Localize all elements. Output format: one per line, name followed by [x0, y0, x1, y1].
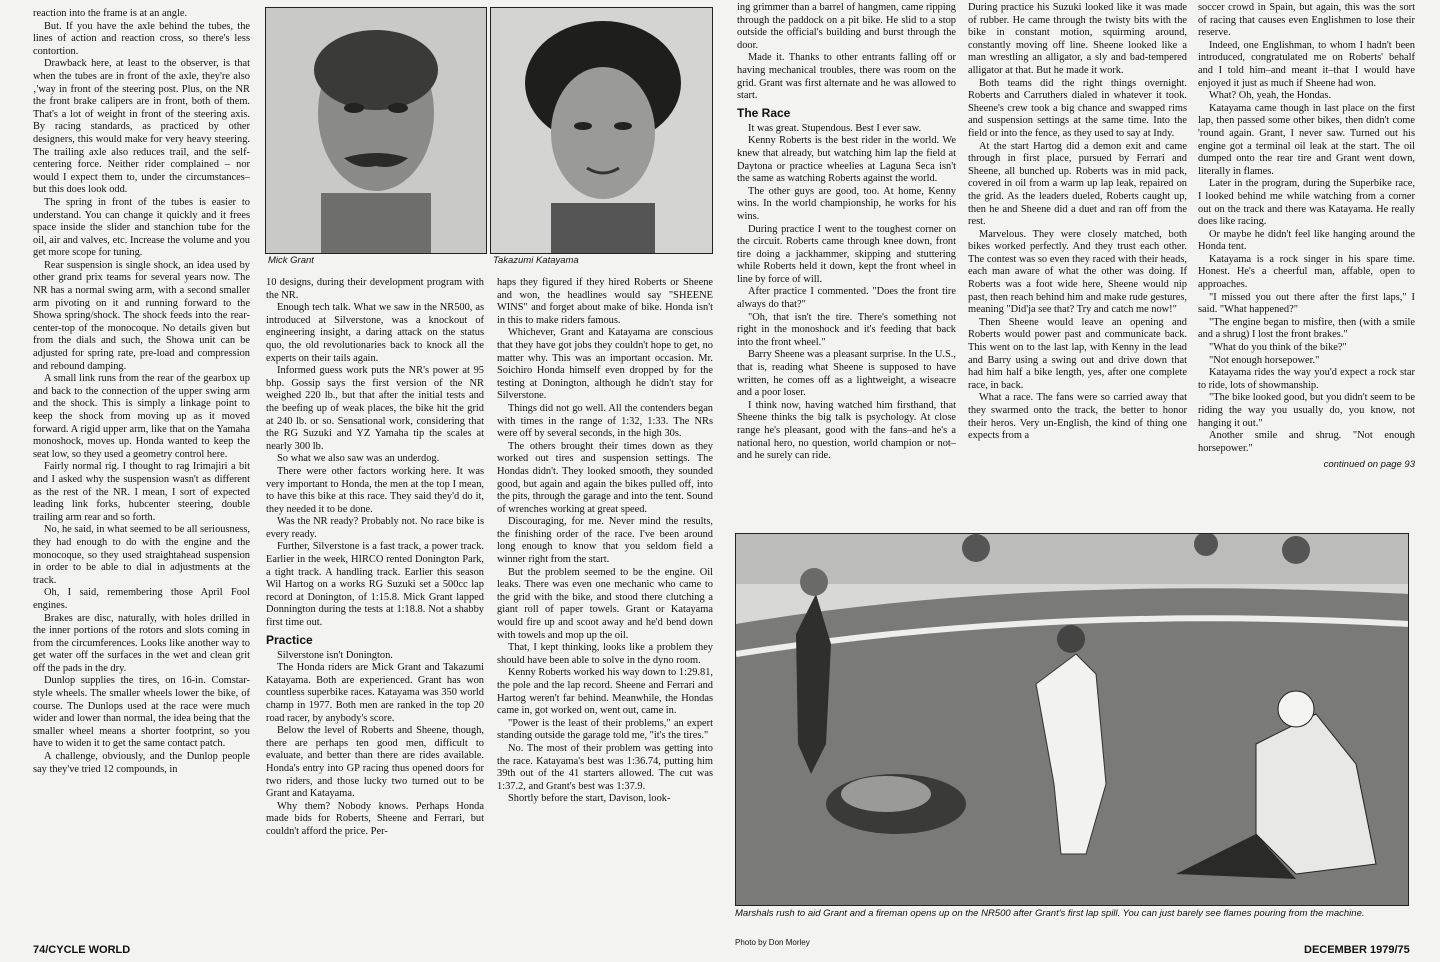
paragraph: Why them? Nobody knows. Perhaps Honda made bids for Roberts, Sheene and Ferrari, but couldn't afford the price. Per- — [266, 800, 484, 837]
photo1-caption: Mick Grant — [268, 255, 314, 266]
paragraph: "Oh, that isn't the tire. There's something not right in the monoshock and it's feeding that back into the front wheel." — [737, 311, 956, 348]
continued-note: continued on page 93 — [1323, 459, 1415, 471]
paragraph: 10 designs, during their development program with the NR. — [266, 277, 484, 301]
paragraph: Enough tech talk. What we saw in the NR500, as introduced at Silverstone, was a knockout of engineering insight, a daring attack on the status quo, the old revolutionaries back to knock all the experts on their tails again. — [266, 302, 484, 364]
paragraph: A small link runs from the rear of the gearbox up and back to the connection of the upper swing arm and the shock. This is simply a linkage point to keep the shock from moving up as it moved forward. A rigid upper arm, like that on the Yamaha monoshock, moves up. Honda wanted to keep the seat low, so they used a geometry control here. — [33, 373, 250, 460]
right-folio: DECEMBER 1979/75 — [1304, 944, 1410, 956]
paragraph: Further, Silverstone is a fast track, a power track. Earlier in the week, HIRCO rented Donington Park, a tight track. A handling track. Earlier this season Wil Hartog on a works RG Suzuki set a 500cc lap record at Donington, of 1:15.8. Mick Grant lapped Donnington during the tests at 1:18.8. Not a shabby first time out. — [266, 541, 484, 629]
section-heading: Practice — [266, 632, 313, 647]
col3 — [497, 277, 713, 932]
paragraph: The others brought their times down as they worked out tires and suspension settings. The Hondas didn't. They looked smooth, they sounded good, but again and again the bikes pulled off, into the pits, through the garage and into the tent. Sound of wrenches working at great speed. — [497, 440, 713, 515]
paragraph: Oh, I said, remembering those April Fool engines. — [33, 587, 250, 611]
paragraph: Then Sheene would leave an opening and Roberts would power past and communicate back. This went on to the last lap, with Kenny in the lead and Barry using a swing out and drive down that had him half a bike length, yes, after one complete race, in back. — [968, 316, 1187, 391]
paragraph: Later in the program, during the Superbike race, I looked behind me while watching from a corner out on the track and there was Katayama. He really does like racing. — [1198, 178, 1415, 228]
paragraph: Whichever, Grant and Katayama are conscious that they have got jobs they couldn't hope to get, no matter why. This was an important occasion. Mr. Soichiro Honda himself even dropped by for the testing at Donington, although he didn't stay for Silverstone. — [497, 327, 713, 402]
left-folio: 74/CYCLE WORLD — [33, 944, 131, 956]
paragraph: "The bike looked good, but you didn't seem to be riding the way you usually do, you know, not hanging it out." — [1198, 392, 1415, 429]
katayama-portrait-icon — [491, 8, 712, 253]
photo-credit: Photo by Don Morley — [735, 938, 810, 947]
paragraph: Fairly normal rig. I thought to rag Irimajiri a bit and I asked why the suspension wasn't as different as the rest of the NR. I mean, I sort of expected leading link forks, hubcenter steering, double trailing arm rear and so forth. — [33, 461, 250, 523]
col4 — [737, 2, 956, 530]
paragraph: That, I kept thinking, looks like a problem they should have been able to solve in the dyno room. — [497, 642, 713, 666]
section-heading: The Race — [737, 105, 791, 120]
col6 — [1198, 2, 1415, 530]
paragraph: A challenge, obviously, and the Dunlop people say they've tried 12 compounds, in — [33, 751, 250, 775]
paragraph: Silverstone isn't Donington. — [277, 649, 393, 661]
paragraph: Both teams did the right things overnight. Roberts and Carruthers dialed in whatever it took. Sheene's crew took a big chance and swapped rims and suspension settings at the same time. Into the field or into the fence, as they used to say at Indy. — [968, 77, 1187, 139]
paragraph: Things did not go well. All the contenders began with times in the range of 1:32, 1:33. The NRs were off by several seconds, in the high 30s. — [497, 402, 713, 440]
paragraph: ing grimmer than a barrel of hangmen, came ripping through the paddock on a pit bike. He slid to a stop outside the official's building and burst through the door. — [737, 2, 956, 51]
paragraph: After practice I commented. "Does the front tire always do that?" — [737, 286, 956, 311]
photo-mick-grant — [265, 7, 487, 254]
photo-takazumi-katayama — [490, 7, 713, 254]
paragraph: "What do you think of the bike?" — [1209, 342, 1347, 354]
crash-scene-photo-icon — [736, 534, 1408, 905]
paragraph: Drawback here, at least to the observer, is that when the tubes are in front of the axle, they're also ‚'way in front of the steering post. Plus, on the NR the front brake calipers are in front, both of them. That's a lot of weight in front of the steering axis. By racing standards, as practiced by other designers, this would make for very heavy steering. The trailing axle also reduces trail, and the self-centering force. Neither rider complained – nor would I expect them to, under the circumstances– but this does look odd. — [33, 58, 250, 196]
paragraph: Was the NR ready? Probably not. No race bike is every ready. — [266, 516, 484, 540]
paragraph: The spring in front of the tubes is easier to understand. You can change it quickly and it frees space inside the slider and stanchion tube for the oil, air and valves, etc. Increase the volume and you get more scope for tuning. — [33, 196, 250, 259]
paragraph: So what we also saw was an underdog. — [277, 453, 440, 465]
paragraph: I think now, having watched him firsthand, that Sheene thinks the big talk is psychology. At close range he's pleasant, good with the fans–and he's a national hero, no question, world champion or not–and he surely can ride. — [737, 399, 956, 462]
paragraph: The other guys are good, too. At home, Kenny wins. In the world championship, he works for his wins. — [737, 185, 956, 222]
paragraph: No. The most of their problem was getting into the race. Katayama's best was 1:36.74, putting him 39th out of the 41 starters allowed. The cut was 1:37.2, and Grant's best was 1:37.9. — [497, 742, 713, 792]
paragraph: During practice I went to the toughest corner on the circuit. Roberts came through knee down, front tire doing a jackhammer, skipping and stuttering while Roberts held it down, kept the front wheel in line by force of will. — [737, 223, 956, 285]
paragraph: Another smile and shrug. "Not enough horsepower." — [1198, 430, 1415, 454]
paragraph: What a race. The fans were so carried away that they swarmed onto the track, the better to honor their heros. Very un-English, the kind of thing one expects from a — [968, 392, 1187, 442]
photo-crash-scene — [735, 533, 1409, 906]
paragraph: Discouraging, for me. Never mind the results, the finishing order of the race. I've been around long enough to know that you seldom field a winner right from the start. — [497, 516, 713, 566]
col1 — [33, 8, 250, 928]
crash-photo-caption: Marshals rush to aid Grant and a fireman opens up on the NR500 after Grant's first lap spill. You can just barely see flames pouring from the machine. — [735, 908, 1365, 919]
paragraph: Informed guess work puts the NR's power at 95 bhp. Gossip says the first version of the NR weighed 220 lb., but that after the initial tests and the beefing up of weak places, the bike hit the grid at 240 lb. or so. Sensational work, considering that the RG Suzuki and YZ Yamaha tip the scales at nearly 300 lb. — [266, 365, 484, 452]
col2 — [266, 277, 484, 932]
paragraph: There were other factors working here. It was very important to Honda, the men at the top I mean, to have this bike at this race. They said they'd do it, they needed it to be done. — [266, 465, 484, 515]
paragraph: "Power is the least of their problems," an expert standing outside the garage told me, "it's the tires." — [497, 717, 713, 742]
paragraph: But the problem seemed to be the engine. Oil leaks. There was even one mechanic who came to the grid with the bike, and stood there clutching a giant roll of paper towels. Grant or Katayama would fire up and scoot away and he'd bend down with towels and mop up the oil. — [497, 566, 713, 641]
paragraph: But. If you have the axle behind the tubes, the lines of action and reaction cross, so there's less contortion. — [33, 20, 250, 57]
paragraph: "I missed you out there after the first laps," I said. "What happened?" — [1198, 291, 1415, 316]
paragraph: What? Oh, yeah, the Hondas. — [1209, 90, 1332, 102]
paragraph: "The engine began to misfire, then (with a smile and a shrug) I lost the front brakes." — [1198, 316, 1415, 341]
paragraph: The Honda riders are Mick Grant and Takazumi Katayama. Both are experienced. Grant has won countless superbike races. Katayama was 350 world champ in 1977. Both men are ranked in the top 20 road racer, by anybody's score. — [266, 662, 484, 724]
paragraph: Rear suspension is single shock, an idea used by other grand prix teams for several years now. The NR has a normal swing arm, with a second smaller arm pivoting on it and running forward to the Showa spring/shock. The shock feeds into the rear-center-top of the monocoque. No details given but from the dials and such, the Showa unit can be adjusted for spring rate, pre-load and compression and rebound damping. — [33, 259, 250, 372]
paragraph: Kenny Roberts worked his way down to 1:29.81, the pole and the lap record. Sheene and Ferrari and Hartog weren't far behind. Meanwhile, the Hondas came in, got worked on, went out, came in. — [497, 667, 713, 717]
paragraph: Barry Sheene was a pleasant surprise. In the U.S., that is, reading what Sheene is supposed to have written, he comes off as a lightweight, a wiseacre and a poor loser. — [737, 349, 956, 399]
paragraph: Marvelous. They were closely matched, both bikes worked perfectly. And they trust each other. The contest was so even they raced with their heads, each man aware of what the other was doing. If Roberts was a foot wide here, Sheene would nip past, then reach behind him and make rude gestures, meaning "Did'ja see that? Try and catch me now!" — [968, 228, 1187, 316]
paragraph: Below the level of Roberts and Sheene, though, there are perhaps ten good men, difficult to evaluate, and better than there are rides available. Honda's entry into GP racing thus opened doors for two riders, and those lucky two turned out to be Grant and Katayama. — [266, 725, 484, 800]
paragraph: Katayama rides the way you'd expect a rock star to ride, lots of showmanship. — [1198, 367, 1415, 391]
paragraph: Katayama is a rock singer in his spare time. Honest. He's a cheerful man, affable, open to approaches. — [1198, 253, 1415, 291]
paragraph: Katayama came though in last place on the first lap, then passed some other bikes, then didn't come 'round again. Grant, I never saw. Turned out his engine got a terminal oil leak at the start. The oil dumped onto the rear tire and Grant went down, literally in flames. — [1198, 102, 1415, 177]
paragraph: haps they figured if they hired Roberts or Sheene and won, the headlines would say "SHEENE WINS" and forget about make of bike. Honda isn't in this to make riders famous. — [497, 277, 713, 326]
paragraph: At the start Hartog did a demon exit and came through in first place, pursued by Ferrari and Sheene, all bunched up. Roberts was in mid pack, covered in oil from a warm up lap leak, repaired on the grid. As the leaders dueled, Roberts caught up, then he and Sheene did a duet and ran off from the rest. — [968, 140, 1187, 228]
paragraph: Dunlop supplies the tires, on 16-in. Comstar-style wheels. The smaller wheels lower the bike, of course. The Dunlops used at the race were much wider and lower than normal, the idea being that the smaller wheel means a shorter footprint, so you have to widen it to get the same contact patch. — [33, 675, 250, 750]
paragraph: Made it. Thanks to other entrants falling off or having mechanical troubles, there was room on the grid. Grant was first alternate and he was allowed to start. — [737, 52, 956, 102]
paragraph: "Not enough horsepower." — [1209, 354, 1320, 366]
paragraph: Shortly before the start, Davison, look- — [508, 793, 671, 805]
paragraph: reaction into the frame is at an angle. — [33, 8, 188, 19]
mick-grant-portrait-icon — [266, 8, 486, 253]
paragraph: Kenny Roberts is the best rider in the world. We knew that already, but watching him lap the field at Daytona or practice wheelies at Laguna Seca isn't the same as watching Roberts against the world. — [737, 135, 956, 185]
col5 — [968, 2, 1187, 530]
paragraph: Or maybe he didn't feel like hanging around the Honda tent. — [1198, 228, 1415, 253]
paragraph: No, he said, in what seemed to be all seriousness, they had enough to do with the engine and the monocoque, so they used straightahead suspension in order to be able to dial in adjustments at the track. — [33, 524, 250, 586]
photo2-caption: Takazumi Katayama — [493, 255, 579, 266]
paragraph: soccer crowd in Spain, but again, this was the sort of racing that causes even Englishmen to lose their reserve. — [1198, 2, 1415, 39]
paragraph: Brakes are disc, naturally, with holes drilled in the inner portions of the rotors and slots coming in from the circumferences. Looks like another way to get water off the surfaces in the wet and clean grit off the pads in the dry. — [33, 612, 250, 674]
paragraph: It was great. Stupendous. Best I ever saw. — [748, 122, 922, 134]
paragraph: Indeed, one Englishman, to whom I hadn't been introduced, congratulated me on Roberts' behalf and I told him–and meant it–that I would have enjoyed it just as much if Sheene had won. — [1198, 39, 1415, 89]
paragraph: During practice his Suzuki looked like it was made of rubber. He came through the twisty bits with the bike in constant motion, squirming around, constantly moving off line. Sheene looked like a man wrestling an alligator, a sly and bad-tempered alligator at that. But he made it work. — [968, 2, 1187, 76]
